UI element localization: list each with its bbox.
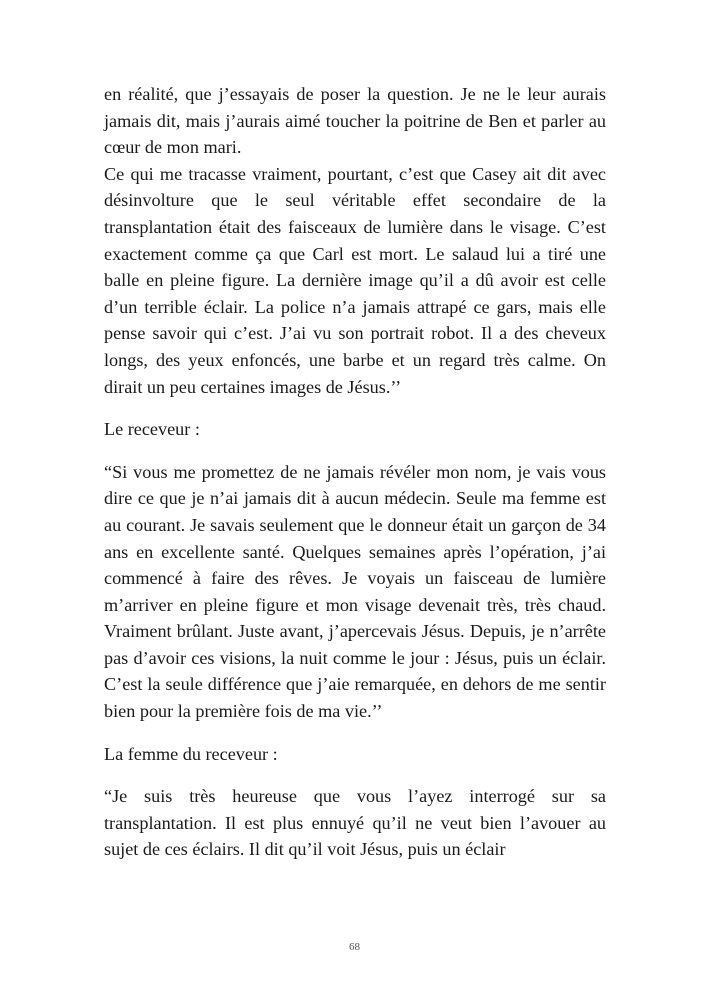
speaker-heading-recipient: Le receveur : [104,419,200,440]
paragraph-recipient-quote: “Si vous me promettez de ne jamais révéler mon nom, je vais vous dire ce que je n’ai jamais dit à aucun médecin. Seule ma femme est au courant. Je savais seulement que le donneur était un garçon de 34 ans en excellente santé. Quelques semaines après l’opération, j’ai commencé à faire des rêves. Je voyais un faisceau de lumière m’arriver en pleine figure et mon visage devenait très, très chaud. Vraiment brûlant. Juste avant, j’apercevais Jésus. Depuis, je n’arrête pas d’avoir ces visions, la nuit comme le jour : Jésus, puis un éclair. C’est la seule différence que j’aie remarquée, en dehors de me sentir bien pour la première fois de ma vie.’’ [104,461,606,722]
speaker-heading-recipient-wife: La femme du receveur : [104,743,278,764]
paragraph-continuation: en réalité, que j’essayais de poser la question. Je ne le leur aurais jamais dit, mais j’aurais aimé toucher la poitrine de Ben et parler au cœur de mon mari. [104,84,606,158]
paragraph-wife-quote: “Je suis très heureuse que vous l’ayez interrogé sur sa transplantation. Il est plus ennuyé qu’il ne veut bien l’avouer au sujet de ces éclairs. Il dit qu’il voit Jésus, puis un éclair [104,786,606,860]
page-number: 68 [349,941,360,953]
paragraph-casey: Ce qui me tracasse vraiment, pourtant, c’est que Casey ait dit avec désinvolture que le seul véritable effet secondaire de la transplantation était des faisceaux de lumière dans le visage. C’est exactement comme ça que Carl est mort. Le salaud lui a tiré une balle en pleine figure. La dernière image qu’il a dû avoir est celle d’un terrible éclair. La police n’a jamais attrapé ce gars, mais elle pense savoir qui c’est. J’ai vu son portrait robot. Il a des cheveux longs, des yeux enfoncés, une barbe et un regard très calme. On dirait un peu certaines images de Jésus.’’ [104,163,606,397]
body-text [104,81,606,863]
